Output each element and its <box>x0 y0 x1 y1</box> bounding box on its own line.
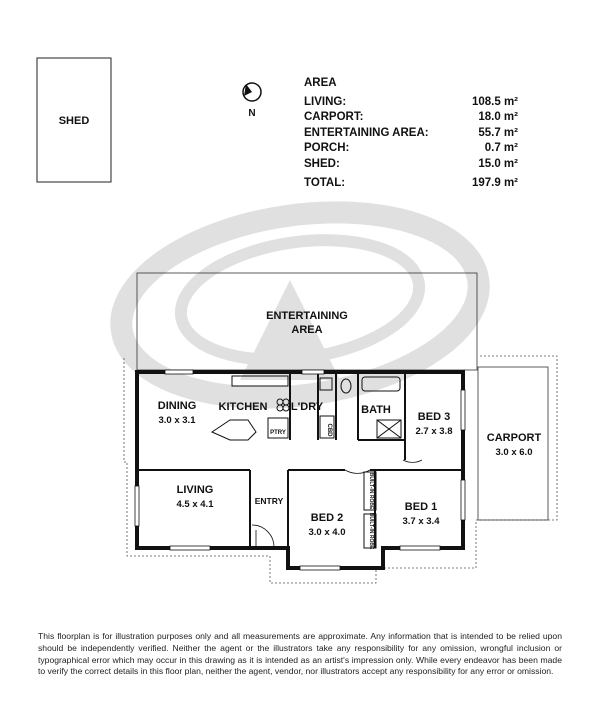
dining-size: 3.0 x 3.1 <box>158 415 196 426</box>
area-row <box>304 110 518 126</box>
bath-label: BATH <box>361 404 391 416</box>
living-label: LIVING <box>176 484 214 496</box>
compass-north-label: N <box>248 108 256 119</box>
compass-icon <box>243 83 261 101</box>
area-row <box>304 157 518 173</box>
area-row-name: LIVING: <box>304 95 347 108</box>
area-total-value: 197.9 m² <box>471 177 518 189</box>
area-row-value: 55.7 m² <box>478 126 518 139</box>
entry-label: ENTRY <box>254 496 284 506</box>
area-total-row <box>304 176 518 192</box>
cupboard-label: CBD <box>326 423 332 437</box>
area-row <box>304 95 518 111</box>
bed1-size: 3.7 x 3.4 <box>402 516 440 527</box>
carport-label: CARPORT <box>486 432 542 444</box>
carport-size: 3.0 x 6.0 <box>495 447 533 458</box>
dining-label: DINING <box>157 400 197 412</box>
entertaining-area-label-line2: AREA <box>291 324 323 336</box>
watermark-logo <box>109 191 491 419</box>
kitchen-label: KITCHEN <box>218 401 268 413</box>
area-row-value: 108.5 m² <box>471 95 518 108</box>
area-row-name: PORCH: <box>304 142 350 154</box>
area-row-value: 0.7 m² <box>484 142 518 154</box>
pantry-label: PTRY <box>270 430 286 436</box>
bed2-label: BED 2 <box>310 512 344 524</box>
laundry-label: L'DRY <box>290 401 324 413</box>
shed-label: SHED <box>58 115 90 127</box>
area-row-name: SHED: <box>304 157 340 170</box>
area-total-name: TOTAL: <box>304 177 346 189</box>
disclaimer-text: This floorplan is for illustration purposes only and all measurements are approximate. Any information that is intended to be relied upon should be independently verified. Neither the agent or the illustrators take any responsibility for any omission, wrongful inclusion or typographical error which may occur in this drawing as it is intended as an artist's impression only. While every endeavor has been made to verify the correct details in this floor plan, neither the agent, vendor, nor illustrators accept any responsibility for any error or omission. <box>38 631 562 677</box>
area-row-value: 18.0 m² <box>478 111 518 123</box>
area-row <box>304 141 518 157</box>
bed3-size: 2.7 x 3.8 <box>415 426 453 437</box>
area-row-value: 15.0 m² <box>478 157 518 170</box>
robe2-label: BUILT-IN ROBE <box>368 512 374 550</box>
area-table-title: AREA <box>304 77 337 89</box>
living-size: 4.5 x 4.1 <box>176 499 214 510</box>
area-row <box>304 126 518 142</box>
area-row-name: ENTERTAINING AREA: <box>304 126 429 139</box>
entertaining-area-label-line1: ENTERTAINING <box>266 310 348 322</box>
robe1-label: BUILT-IN ROBE <box>368 472 374 510</box>
bed2-size: 3.0 x 4.0 <box>308 527 346 538</box>
bed1-label: BED 1 <box>404 501 438 513</box>
area-row-name: CARPORT: <box>304 111 364 123</box>
area-table <box>304 76 518 192</box>
bed3-label: BED 3 <box>417 411 451 423</box>
